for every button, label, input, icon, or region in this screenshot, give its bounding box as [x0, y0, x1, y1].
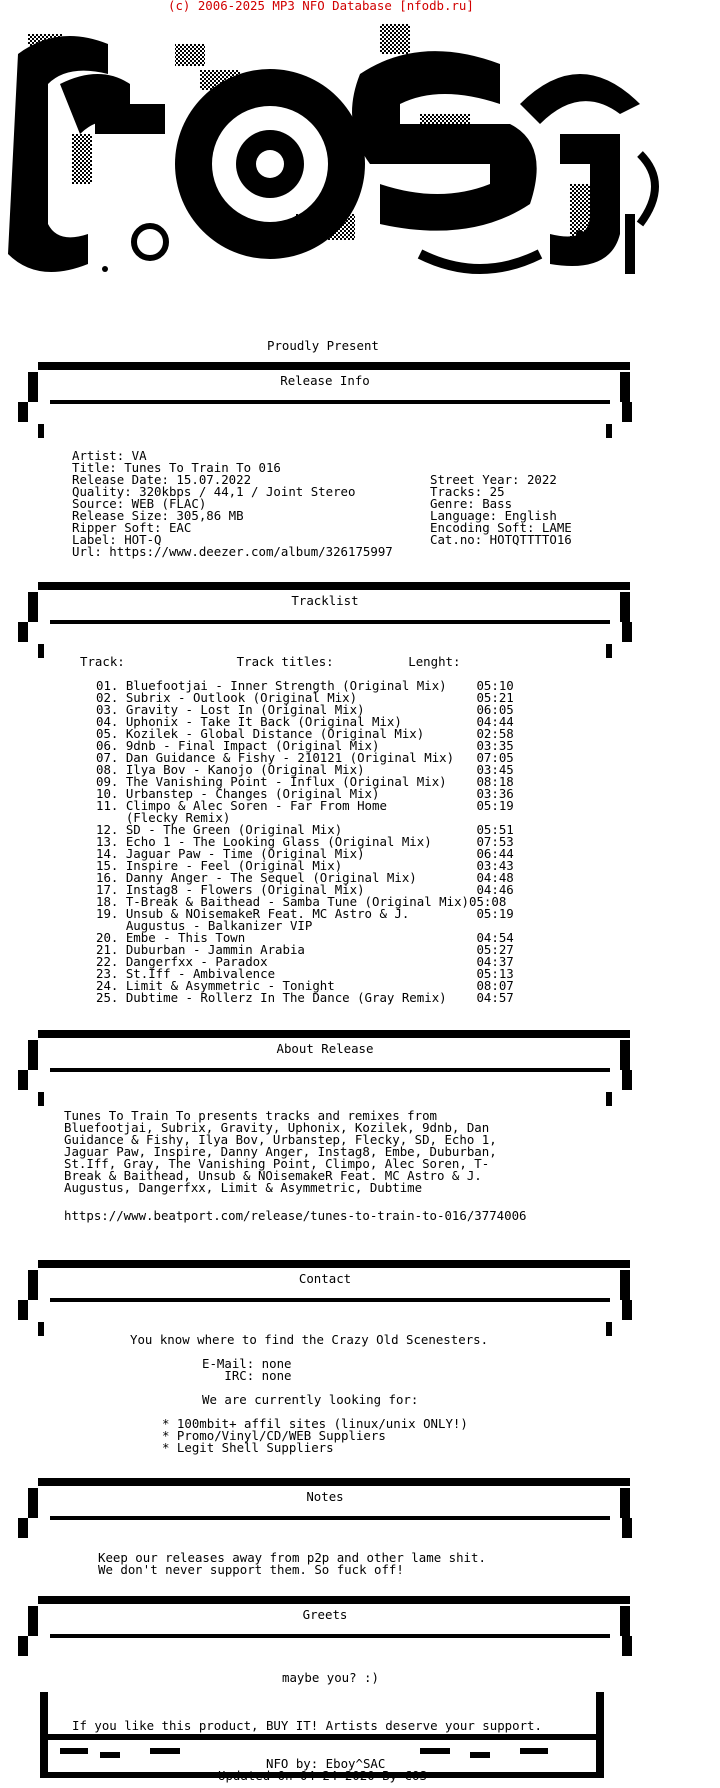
track-row: 01. Bluefootjai - Inner Strength (Original Mix) 05:10 — [96, 678, 514, 693]
track-row: 23. St.Iff - Ambivalence 05:13 — [96, 966, 514, 981]
about-line: Guidance & Fishy, Ilya Bov, Urbanstep, Flecky, SD, Echo 1, — [64, 1132, 497, 1147]
site-credit: (c) 2006-2025 MP3 NFO Database [nfodb.ru] — [168, 0, 474, 13]
section-contact — [10, 1260, 640, 1342]
info-url: Url: https://www.deezer.com/album/326175997 — [72, 544, 393, 559]
contact-email: E-Mail: none — [202, 1356, 292, 1371]
nfo-by: NFO by: Eboy^SAC — [266, 1756, 386, 1771]
info-line: Genre: Bass — [430, 496, 513, 511]
contact-looking: We are currently looking for: — [202, 1392, 419, 1407]
track-row: 11. Climpo & Alec Soren - Far From Home 05:19 — [96, 798, 514, 813]
info-line: Source: WEB (FLAC) — [72, 496, 207, 511]
info-line: Title: Tunes To Train To 016 — [72, 460, 281, 475]
section-tracklist — [10, 582, 640, 664]
info-line: Cat.no: HOTQTTTTO16 — [430, 532, 572, 547]
track-row: 24. Limit & Asymmetric - Tonight 08:07 — [96, 978, 514, 993]
info-line: Label: HOT-Q — [72, 532, 162, 547]
info-line: Street Year: 2022 — [430, 472, 557, 487]
track-row: 04. Uphonix - Take It Back (Original Mix) 04:44 — [96, 714, 514, 729]
track-row: 19. Unsub & NOisemakeR Feat. MC Astro & J. 05:19 — [96, 906, 514, 921]
info-line: Artist: VA — [72, 448, 147, 463]
track-row: 09. The Vanishing Point - Influx (Original Mix) 08:18 — [96, 774, 514, 789]
buy-notice: If you like this product, BUY IT! Artists deserve your support. — [72, 1718, 542, 1733]
track-row: 05. Kozilek - Global Distance (Original Mix) 02:58 — [96, 726, 514, 741]
track-row: 15. Inspire - Feel (Original Mix) 03:43 — [96, 858, 514, 873]
info-line: Language: English — [430, 508, 557, 523]
contact-line: You know where to find the Crazy Old Scenesters. — [130, 1332, 489, 1347]
track-row: 07. Dan Guidance & Fishy - 210121 (Original Mix) 07:05 — [96, 750, 514, 765]
section-title: Notes — [306, 1489, 344, 1504]
info-line: Tracks: 25 — [430, 484, 505, 499]
track-row: 13. Echo 1 - The Looking Glass (Original Mix) 07:53 — [96, 834, 514, 849]
track-row: 14. Jaguar Paw - Time (Original Mix) 06:44 — [96, 846, 514, 861]
contact-item: * Promo/Vinyl/CD/WEB Suppliers — [162, 1428, 386, 1443]
track-row: 10. Urbanstep - Changes (Original Mix) 03:36 — [96, 786, 514, 801]
track-header: Track: Track titles: Lenght: — [80, 654, 461, 669]
track-row: 25. Dubtime - Rollerz In The Dance (Gray Remix) 04:57 — [96, 990, 514, 1005]
track-row: (Flecky Remix) — [96, 810, 231, 825]
about-line: St.Iff, Gray, The Vanishing Point, Climpo, Alec Soren, T- — [64, 1156, 490, 1171]
info-line: Encoding Soft: LAME — [430, 520, 572, 535]
about-line: Jaguar Paw, Inspire, Danny Anger, Instag8, Embe, Duburban, — [64, 1144, 497, 1159]
info-line: Release Date: 15.07.2022 — [72, 472, 252, 487]
section-release-info — [10, 362, 640, 444]
track-row: Augustus - Balkanizer VIP — [96, 918, 313, 933]
notes-line: We don't never support them. So fuck off! — [98, 1562, 404, 1577]
track-row: 21. Duburban - Jammin Arabia 05:27 — [96, 942, 514, 957]
updated-line: Updated On 04-24-2020 By COS — [218, 1768, 427, 1783]
section-greets — [10, 1596, 640, 1678]
track-row: 18. T-Break & Baithead - Samba Tune (Original Mix)05:08 — [96, 894, 507, 909]
track-row: 16. Danny Anger - The Sequel (Original Mix) 04:48 — [96, 870, 514, 885]
about-line: Break & Baithead, Unsub & NOisemakeR Feat. MC Astro & J. — [64, 1168, 482, 1183]
section-title: Tracklist — [291, 593, 359, 608]
section-about — [10, 1030, 640, 1112]
track-row: 17. Instag8 - Flowers (Original Mix) 04:46 — [96, 882, 514, 897]
section-title: Contact — [298, 1271, 352, 1286]
about-line: Augustus, Dangerfxx, Limit & Asymmetric, Dubtime — [64, 1180, 423, 1195]
contact-item: * 100mbit+ affil sites (linux/unix ONLY!) — [162, 1416, 468, 1431]
about-url: https://www.beatport.com/release/tunes-to-train-to-016/3774006 — [64, 1208, 527, 1223]
section-title: Greets — [302, 1607, 348, 1622]
section-title: Release Info — [280, 373, 370, 388]
track-row: 22. Dangerfxx - Paradox 04:37 — [96, 954, 514, 969]
info-line: Quality: 320kbps / 44,1 / Joint Stereo — [72, 484, 356, 499]
section-notes — [10, 1478, 640, 1560]
track-row: 08. Ilya Bov - Kanojo (Original Mix) 03:45 — [96, 762, 514, 777]
info-line: Ripper Soft: EAC — [72, 520, 192, 535]
about-line: Bluefootjai, Subrix, Gravity, Uphonix, Kozilek, 9dnb, Dan — [64, 1120, 490, 1135]
track-row: 03. Gravity - Lost In (Original Mix) 06:05 — [96, 702, 514, 717]
info-line: Release Size: 305,86 MB — [72, 508, 244, 523]
group-logo — [0, 14, 720, 314]
track-row: 20. Embe - This Town 04:54 — [96, 930, 514, 945]
track-row: 12. SD - The Green (Original Mix) 05:51 — [96, 822, 514, 837]
contact-irc: IRC: none — [202, 1368, 292, 1383]
section-title: About Release — [276, 1041, 374, 1056]
greets-line: maybe you? :) — [282, 1670, 379, 1685]
track-row: 02. Subrix - Outlook (Original Mix) 05:21 — [96, 690, 514, 705]
notes-line: Keep our releases away from p2p and other lame shit. — [98, 1550, 486, 1565]
proudly-present: Proudly Present — [267, 338, 379, 353]
contact-item: * Legit Shell Suppliers — [162, 1440, 334, 1455]
track-row: 06. 9dnb - Final Impact (Original Mix) 03:35 — [96, 738, 514, 753]
about-line: Tunes To Train To presents tracks and remixes from — [64, 1108, 437, 1123]
